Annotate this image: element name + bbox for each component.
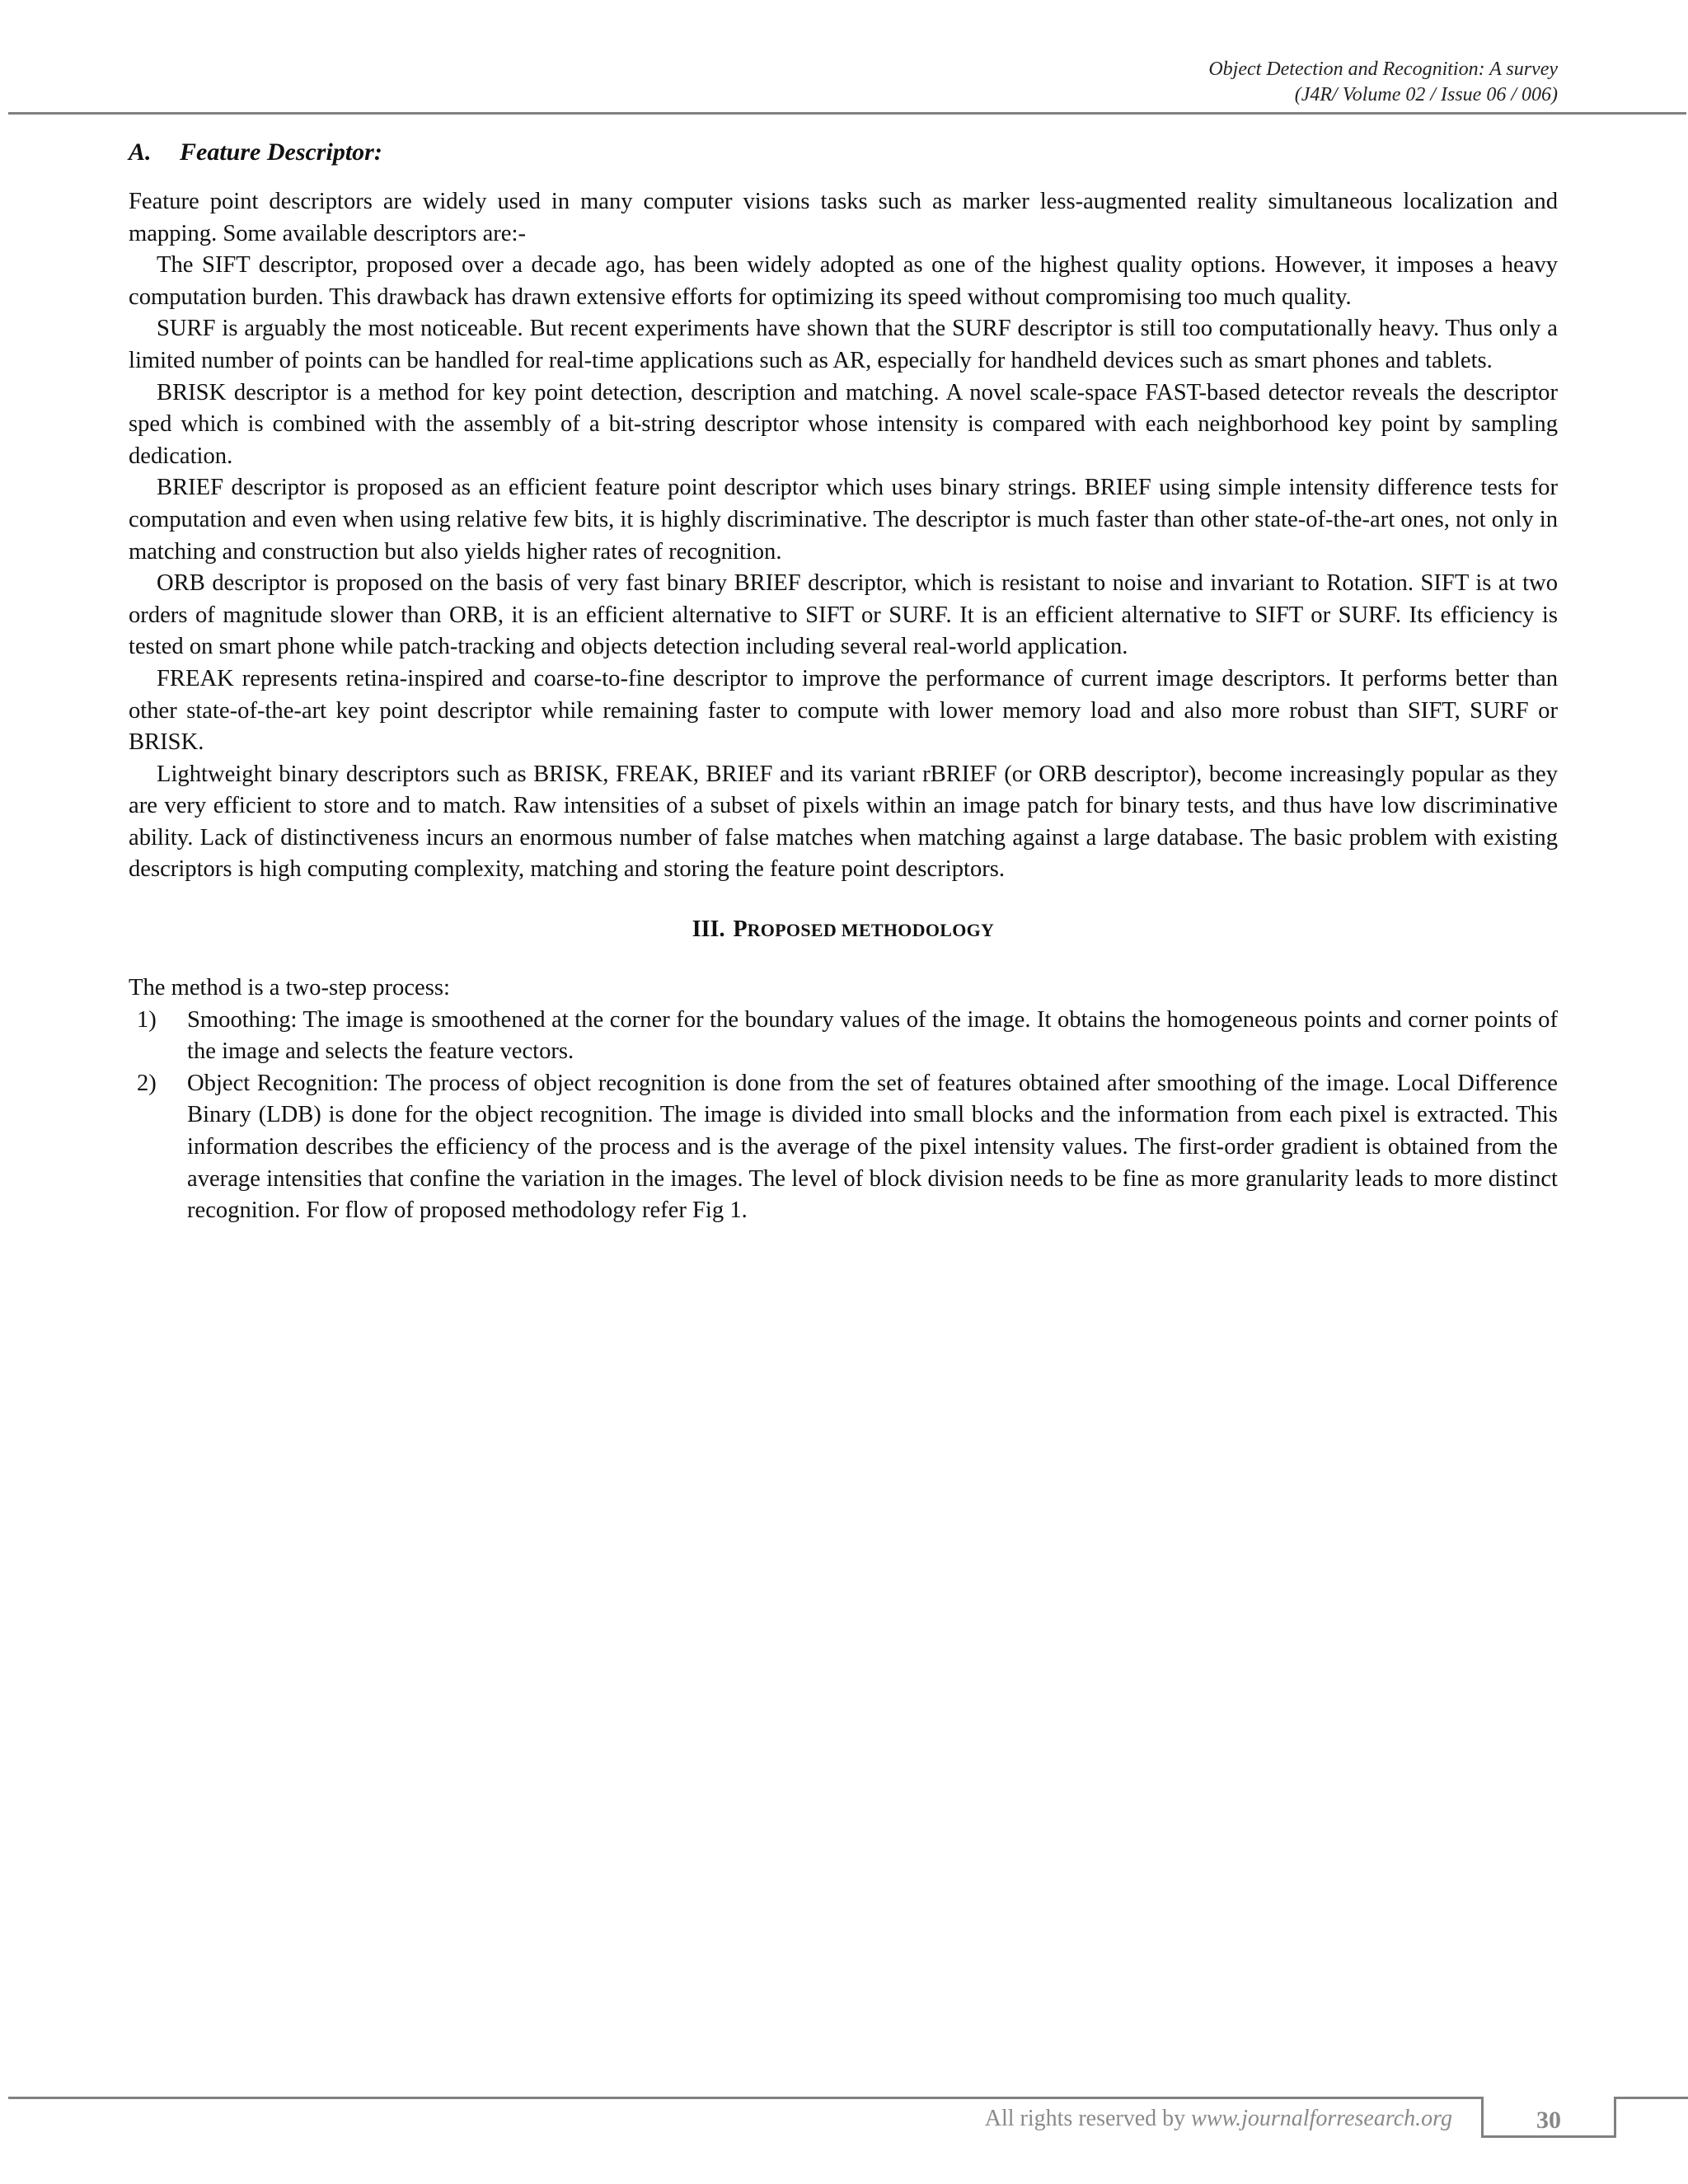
list-item-text: Smoothing: The image is smoothened at the corner for the boundary values of the image. It obtains the homogeneous points and corner points of the image and selects the feature vectors.: [187, 1006, 1558, 1065]
page-number: 30: [1536, 2107, 1561, 2134]
subsection-number: A.: [129, 138, 152, 166]
main-content: [129, 137, 1558, 1227]
running-title: Object Detection and Recognition: A survey: [1208, 59, 1558, 80]
section-title-initial: P: [733, 916, 748, 943]
paragraph-freak: FREAK represents retina-inspired and coarse-to-fine descriptor to improve the performance of current image descriptors. It performs better than other state-of-the-art key point descriptor while remaining faster to compute with lower memory load and also more robust than SIFT, SURF or BRISK.: [129, 665, 1558, 756]
paragraph-brisk: BRISK descriptor is a method for key point detection, description and matching. A novel scale-space FAST-based detector reveals the descriptor sped which is combined with the assembly of a bit-string descriptor whose intensity is compared with each neighborhood key point by sampling dedication.: [129, 379, 1558, 469]
journal-reference: (J4R/ Volume 02 / Issue 06 / 006): [1294, 84, 1558, 105]
footer-rule: [8, 2097, 1481, 2099]
paragraph-lightweight: Lightweight binary descriptors such as BRISK, FREAK, BRIEF and its variant rBRIEF (or ORB descriptor), become increasingly popular as they are very efficient to store and to match. Raw intensities of a subset of pixels within an image patch for binary tests, and thus have low discriminative ability. Lack of distinctiveness incurs an enormous number of false matches when matching against a large database. The basic problem with existing descriptors is high computing complexity, matching and storing the feature point descriptors.: [129, 761, 1558, 883]
paragraph-sift: The SIFT descriptor, proposed over a decade ago, has been widely adopted as one of the highest quality options. However, it imposes a heavy computation burden. This drawback has drawn extensive efforts for optimizing its speed without compromising too much quality.: [129, 252, 1558, 310]
section-heading: [129, 914, 1558, 946]
header-rule: [8, 112, 1686, 115]
list-marker: 2): [137, 1070, 157, 1096]
method-steps-list: [129, 1005, 1558, 1227]
subsection-title: Feature Descriptor:: [180, 138, 382, 166]
section-number: III.: [692, 916, 725, 943]
page-footer: [0, 2092, 1688, 2184]
paragraph-brief: BRIEF descriptor is proposed as an efficient feature point descriptor which uses binary strings. BRIEF using simple intensity difference tests for computation and even when using relative few bits, it is highly discriminative. The descriptor is much faster than other state-of-the-art ones, not only in matching and construction but also yields higher rates of recognition.: [129, 475, 1558, 565]
copyright-prefix: All rights reserved by: [984, 2106, 1192, 2131]
paragraph-intro: Feature point descriptors are widely used in many computer visions tasks such as marker less-augmented reality simultaneous localization and mapping. Some available descriptors are:-: [129, 189, 1558, 246]
list-item-text: Object Recognition: The process of object recognition is done from the set of features obtained after smoothing of the image. Local Difference Binary (LDB) is done for the object recognition. The image is divided into small blocks and the information from each pixel is extracted. This information describes the efficiency of the process and is the average of the pixel intensity values. The first-order gradient is obtained from the average intensities that confine the variation in the images. The level of block division needs to be fine as more granularity leads to more distinct recognition. For flow of proposed methodology refer Fig 1.: [187, 1070, 1558, 1224]
copyright-notice: [985, 2105, 1452, 2133]
method-intro: The method is a two-step process:: [129, 975, 450, 1001]
journal-website-link[interactable]: www.journalforresearch.org: [1191, 2106, 1452, 2131]
paragraph-surf: SURF is arguably the most noticeable. But recent experiments have shown that the SURF descriptor is still too computationally heavy. Thus only a limited number of points can be handled for real-time applications such as AR, especially for handheld devices such as smart phones and tablets.: [129, 316, 1558, 373]
list-item: [129, 1005, 1558, 1068]
list-item: [129, 1068, 1558, 1227]
footer-rule-right: [1616, 2097, 1688, 2099]
paragraph-orb: ORB descriptor is proposed on the basis of very fast binary BRIEF descriptor, which is resistant to noise and invariant to Rotation. SIFT is at two orders of magnitude slower than ORB, it is an efficient alternative to SIFT or SURF. It is an efficient alternative to SIFT or SURF. Its efficiency is tested on smart phone while patch-tracking and objects detection including several real-world application.: [129, 570, 1558, 660]
section-title-rest: ROPOSED METHODOLOGY: [747, 920, 995, 941]
list-marker: 1): [137, 1006, 157, 1033]
subsection-heading: [129, 137, 1558, 168]
